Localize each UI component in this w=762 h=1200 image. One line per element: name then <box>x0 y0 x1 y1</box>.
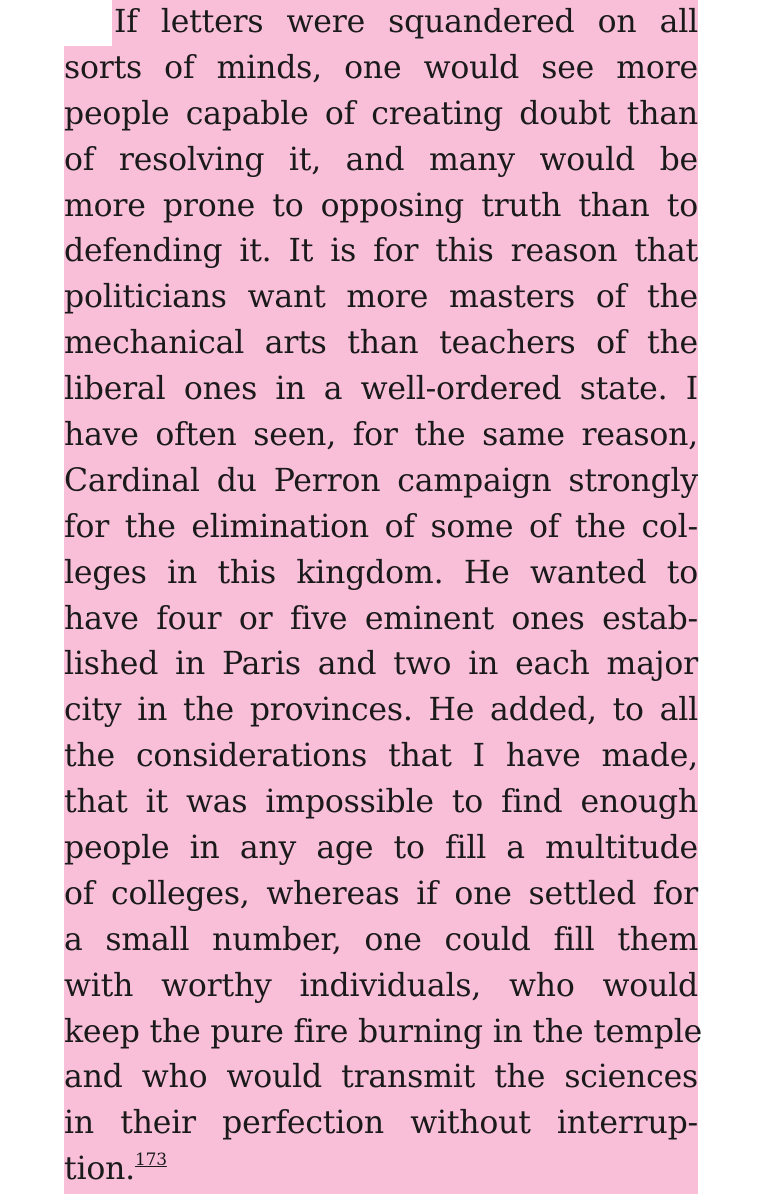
footnote-link[interactable]: 173 <box>135 1150 167 1171</box>
text-line-end: tion. <box>64 1151 135 1188</box>
text-line: liberal ones in a well-ordered state. I <box>64 371 698 408</box>
text-line: with worthy individuals, who would <box>64 967 698 1004</box>
text-line: a small number, one could fill them <box>64 921 698 958</box>
text-line: city in the provinces. He added, to all <box>64 692 698 729</box>
text-line: of colleges, whereas if one settled for <box>64 875 698 912</box>
text-line: have often seen, for the same reason, <box>64 417 698 454</box>
text-line: sorts of minds, one would see more <box>64 49 698 86</box>
text-line: lished in Paris and two in each major <box>64 646 698 683</box>
text-line: people capable of creating doubt than <box>64 95 698 132</box>
text-line: Cardinal du Perron campaign strongly <box>64 462 698 499</box>
text-line: of resolving it, and many would be <box>64 141 698 178</box>
text-line: keep the pure fire burning in the temple <box>64 1013 703 1050</box>
text-line: and who would transmit the sciences <box>64 1059 698 1096</box>
text-line: people in any age to fill a multitude <box>64 830 698 867</box>
text-line: leges in this kingdom. He wanted to <box>64 554 698 591</box>
text-line: that it was impossible to find enough <box>64 784 698 821</box>
text-line: If letters were squandered on all <box>114 4 698 40</box>
text-line <box>64 1147 698 1193</box>
text-line: more prone to opposing truth than to <box>64 187 698 224</box>
text-line: the considerations that I have made, <box>64 738 698 775</box>
text-line: politicians want more masters of the <box>64 279 698 316</box>
text-line: mechanical arts than teachers of the <box>64 325 698 362</box>
text-line: have four or five eminent ones estab- <box>64 600 698 637</box>
text-line: defending it. It is for this reason that <box>64 233 698 270</box>
passage-text[interactable] <box>64 0 703 1193</box>
text-line: in their perfection without interrup- <box>64 1105 698 1142</box>
text-line: for the elimination of some of the col- <box>64 508 698 545</box>
